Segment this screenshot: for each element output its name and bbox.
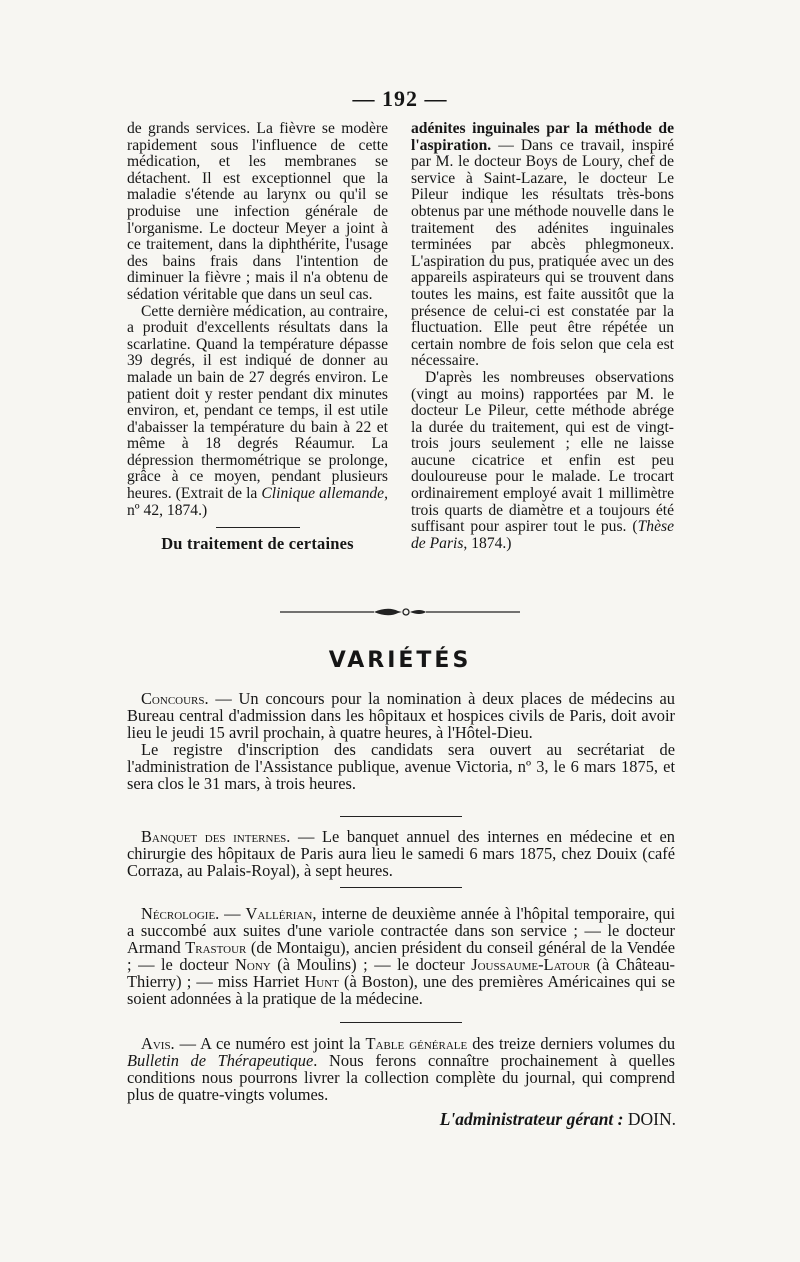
necrologie-text-6: (à Boston), une des premières Américaines qui se soient adonnées à la pratique de la médecine. xyxy=(127,972,675,1008)
left-source-suffix: , nº 42, 1874.) xyxy=(127,485,388,519)
left-article-heading: Du traitement de certaines xyxy=(161,534,354,554)
separator-rule-2 xyxy=(340,887,462,888)
column-divider-rule xyxy=(216,527,300,528)
avis-bulletin-title: Bulletin de Thérapeutique xyxy=(127,1051,314,1070)
right-source-suffix: , 1874.) xyxy=(463,534,512,552)
signature xyxy=(386,1109,676,1130)
notice-banquet xyxy=(127,828,675,879)
avis-label: Avis. xyxy=(141,1034,175,1053)
right-paragraph-1 xyxy=(411,121,674,370)
right-paragraph-1-text: — Dans ce travail, inspiré par M. le docteur Boys de Loury, chef de service à Saint-Lazare, le docteur Le Pileur indique les résultats très-bons obtenus par une méthode nouvelle dans le traitement des adénites inguinales terminées par abcès phlegmoneux. L'aspiration du pus, pratiquée avec un des appareils aspirateurs qui se trouvent dans toutes les mains, est faite aussitôt que la présence de celui-ci est constatée par la fluctuation. Elle peut être répétée un certain nombre de fois selon que cela est nécessaire. xyxy=(411,136,674,370)
notice-avis xyxy=(127,1035,675,1103)
right-article-heading: adénites inguinales par la méthode de l'aspiration. xyxy=(411,120,674,154)
signature-role: L'administrateur gérant : xyxy=(439,1109,624,1129)
avis-table-name: Table générale xyxy=(365,1034,468,1053)
notice-concours xyxy=(127,690,675,792)
concours-label: Concours. xyxy=(141,689,209,708)
necrologie-paragraph xyxy=(127,905,675,1007)
necrologie-text-3: (de Montaigu), ancien président du conseil général de la Vendée ; — le docteur xyxy=(127,938,675,974)
necrologie-name-4: Joussaume-Latour xyxy=(471,955,591,974)
banquet-label: Banquet des internes. xyxy=(141,827,291,846)
concours-paragraph-1 xyxy=(127,690,675,741)
avis-text-1: — A ce numéro est joint la xyxy=(174,1034,366,1053)
necrologie-text-4: (à Moulins) ; — le docteur xyxy=(270,955,472,974)
banquet-text: — Le banquet annuel des internes en médecine et en chirurgie des hôpitaux de Paris aura lieu le samedi 6 mars 1875, chez Douix (café Corraza, au Palais-Royal), à sept heures. xyxy=(127,827,675,880)
necrologie-label: Nécrologie. xyxy=(141,904,220,923)
section-title: VARIÉTÉS xyxy=(328,648,472,673)
left-paragraph-2-text: Cette dernière médication, au contraire, a produit d'excellents résultats dans la scarlatine. Quand la température dépasse 39 degrés, il est indiqué de donner au malade un bain de 27 degrés environ. Le patient doit y rester pendant dix minutes environ, et, pendant ce temps, il est utile d'abaisser la température du bain à 22 et même à 18 degrés Réaumur. La dépression thermométrique se prolonge, grâce à ce moyen, pendant plusieurs heures. xyxy=(127,302,388,503)
notice-necrologie xyxy=(127,905,675,1007)
left-paragraph-1: de grands services. La fièvre se modère rapidement sous l'influence de cette médication, et les membranes se détachent. Il est exceptionnel que la maladie s'étende au larynx ou qu'il se produise une infection générale de l'organisme. Le docteur Meyer a joint à ce traitement, dans la diphthérite, l'usage des bains frais dans l'intention de diminuer la fièvre ; mais il n'a obtenu de sédation véritable que dans un seul cas. xyxy=(127,120,388,303)
avis-paragraph xyxy=(127,1035,675,1103)
right-paragraph-2 xyxy=(411,370,674,553)
necrologie-name-2: Trastour xyxy=(185,938,247,957)
right-column xyxy=(411,121,674,552)
left-column xyxy=(127,121,388,553)
necrologie-name-3: Nony xyxy=(235,955,271,974)
right-source-prefix: ( xyxy=(626,518,638,536)
concours-text: — Un concours pour la nomination à deux places de médecins au Bureau central d'admission dans les hôpitaux et hospices civils de Paris, doit avoir lieu le jeudi 15 avril prochain, à quatre heures, à l'Hôtel-Dieu. xyxy=(127,689,675,742)
separator-rule-1 xyxy=(340,816,462,817)
necrologie-text-5: (à Château-Thierry) ; — miss Harriet xyxy=(127,955,676,991)
right-source-title: Thèse de Paris xyxy=(411,518,675,552)
left-paragraph-2 xyxy=(127,304,388,520)
left-source-title: Clinique allemande xyxy=(261,485,385,503)
avis-text-3: . Nous ferons connaître prochainement à quelles conditions nous pourrons livrer la collection complète du journal, qui comprend plus de quatre-vingts volumes. xyxy=(127,1051,675,1104)
ornament-rule xyxy=(280,603,520,621)
necrologie-text-1: — xyxy=(219,904,246,923)
banquet-paragraph xyxy=(127,828,675,879)
necrologie-name-5: Hunt xyxy=(304,972,339,991)
necrologie-name-1: Vallérian xyxy=(245,904,313,923)
separator-rule-3 xyxy=(340,1022,462,1023)
avis-text-2: des treize derniers volumes du xyxy=(467,1034,676,1053)
page-number: — 192 — xyxy=(352,86,448,111)
concours-paragraph-2: Le registre d'inscription des candidats sera ouvert au secrétariat de l'administration de l'Assistance publique, avenue Victoria, nº 3, le 6 mars 1875, et sera clos le 31 mars, à trois heures. xyxy=(127,740,675,793)
left-source-prefix: (Extrait de la xyxy=(175,485,262,503)
necrologie-text-2: , interne de deuxième année à l'hôpital temporaire, qui a succombé aux suites d'une variole contractée dans son service ; — le docteur Armand xyxy=(127,904,675,957)
right-paragraph-2-text: D'après les nombreuses observations (vingt au moins) rapportées par M. le docteur Le Pileur, cette méthode abrége la durée du traitement, qui est de vingt-trois jours seulement ; elle ne laisse aucune cicatrice et enfin est peu douloureuse pour le malade. Le trocart ordinairement employé avait 1 millimètre trois quarts de diamètre et a toujours été suffisant pour aspirer tout le pus. xyxy=(411,368,674,536)
signature-name: DOIN. xyxy=(623,1109,676,1129)
